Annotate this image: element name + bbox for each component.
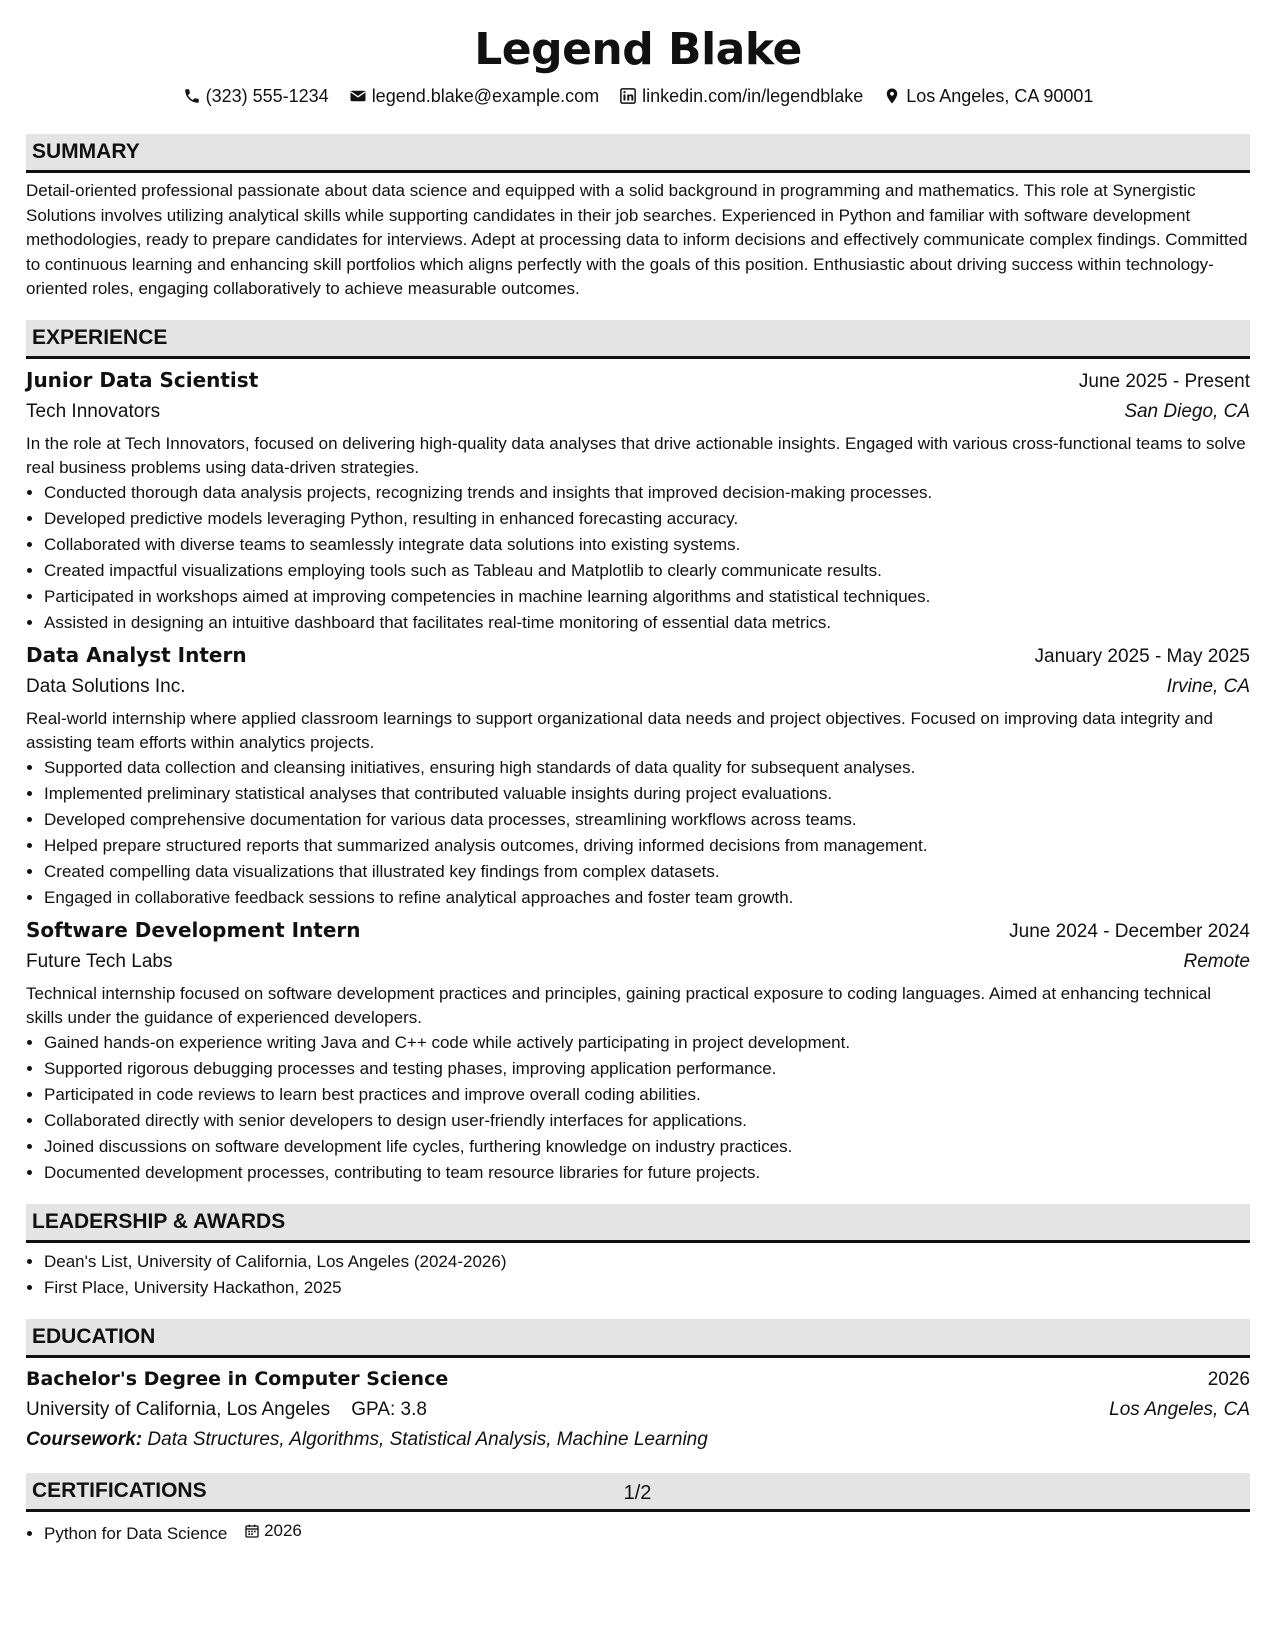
leadership-list — [26, 1249, 1250, 1301]
job-dates: January 2025 - May 2025 — [1034, 645, 1250, 667]
list-item: • Joined discussions on software development life cycles, furthering knowledge on industry practices. — [44, 1134, 1250, 1160]
job-bullets — [26, 1030, 1250, 1186]
job-company: Data Solutions Inc. — [26, 675, 186, 697]
edu-degree: Bachelor's Degree in Computer Science — [26, 1367, 449, 1390]
list-item: • Gained hands-on experience writing Java and C++ code while actively participating in project development. — [44, 1030, 1250, 1056]
list-item: • Dean's List, University of California, Los Angeles (2024-2026) — [44, 1249, 1250, 1275]
job-title: Junior Data Scientist — [26, 367, 259, 392]
list-item — [44, 1518, 1250, 1547]
edu-gpa: GPA: 3.8 — [351, 1398, 427, 1420]
phone-text: (323) 555-1234 — [205, 86, 329, 106]
education-entry — [26, 1364, 1250, 1455]
list-item: • Supported rigorous debugging processes and testing phases, improving application performance. — [44, 1056, 1250, 1082]
edu-location: Los Angeles, CA — [1109, 1398, 1250, 1420]
certifications-header: CERTIFICATIONS — [26, 1473, 1250, 1512]
job-bullets — [26, 480, 1250, 636]
map-pin-icon — [883, 87, 901, 105]
list-item: • Collaborated directly with senior developers to design user-friendly interfaces for applications. — [44, 1108, 1250, 1134]
page-number: 1/2 — [623, 1482, 652, 1504]
list-item: • Collaborated with diverse teams to seamlessly integrate data solutions into existing systems. — [44, 532, 1250, 558]
coursework-label: Coursework: — [26, 1428, 143, 1450]
job-bullets — [26, 755, 1250, 911]
certifications-list — [26, 1518, 1250, 1547]
job-description: In the role at Tech Innovators, focused on delivering high-quality data analyses that drive actionable insights. Engaged with various cross-functional teams to solve real business problems using data-driven strategies. — [26, 433, 1246, 477]
list-item: • Participated in workshops aimed at improving competencies in machine learning algorithms and statistical techniques. — [44, 584, 1250, 610]
list-item: • Assisted in designing an intuitive dashboard that facilitates real-time monitoring of essential data metrics. — [44, 610, 1250, 636]
cert-date — [244, 1518, 302, 1544]
list-item: • Developed predictive models leveraging Python, resulting in enhanced forecasting accuracy. — [44, 506, 1250, 532]
job-description: Technical internship focused on software development practices and principles, gaining practical exposure to coding languages. Aimed at enhancing technical skills under the guidance of experienced developers. — [26, 983, 1212, 1027]
job-entry — [26, 915, 1250, 1186]
list-item: • Developed comprehensive documentation for various data processes, streamlining workflows across teams. — [44, 807, 1250, 833]
summary-header: SUMMARY — [26, 134, 1250, 173]
resume-page — [26, 22, 1250, 1547]
job-title: Software Development Intern — [26, 917, 361, 942]
contact-phone — [183, 84, 329, 108]
list-item: • Supported data collection and cleansing initiatives, ensuring high standards of data quality for subsequent analyses. — [44, 755, 1250, 781]
job-location: San Diego, CA — [1124, 400, 1250, 422]
job-dates: June 2024 - December 2024 — [1009, 920, 1250, 942]
list-item: • Participated in code reviews to learn best practices and improve overall coding abilities. — [44, 1082, 1250, 1108]
summary-text: Detail-oriented professional passionate about data science and equipped with a solid background in programming and mathematics. This role at Synergistic Solutions involves utilizing analytical skills while supporting candidates in their job searches. Experienced in Python and familiar with software development methodologies, ready to prepare candidates for interviews. Adept at processing data to inform decisions and effectively communicate complex findings. Committed to continuous learning and enhancing skill portfolios which aligns perfectly with the goals of this position. Enthusiastic about driving success within technology-oriented roles, engaging collaboratively to achieve measurable outcomes. — [26, 181, 1248, 298]
job-description: Real-world internship where applied classroom learnings to support organizational data needs and project objectives. Focused on improving data integrity and assisting team efforts within analytics projects. — [26, 708, 1213, 752]
job-entry — [26, 640, 1250, 911]
calendar-icon — [244, 1523, 260, 1539]
email-text: legend.blake@example.com — [371, 86, 600, 106]
list-item: • Conducted thorough data analysis projects, recognizing trends and insights that improved decision-making processes. — [44, 480, 1250, 506]
list-item: • Documented development processes, contributing to team resource libraries for future projects. — [44, 1160, 1250, 1186]
envelope-icon — [349, 87, 367, 105]
linkedin-text: linkedin.com/in/legendblake — [642, 86, 864, 106]
education-header: EDUCATION — [26, 1319, 1250, 1358]
edu-school: University of California, Los Angeles — [26, 1398, 331, 1420]
job-dates: June 2025 - Present — [1078, 370, 1250, 392]
contact-email[interactable] — [349, 84, 599, 108]
list-item: • First Place, University Hackathon, 2025 — [44, 1275, 1250, 1301]
list-item: • Created impactful visualizations employing tools such as Tableau and Matplotlib to clearly communicate results. — [44, 558, 1250, 584]
edu-school-line — [26, 1395, 427, 1425]
job-location: Remote — [1183, 950, 1250, 972]
list-item: • Helped prepare structured reports that summarized analysis outcomes, driving informed decisions from management. — [44, 833, 1250, 859]
edu-year: 2026 — [1207, 1368, 1250, 1390]
leadership-header: LEADERSHIP & AWARDS — [26, 1204, 1250, 1243]
job-company: Tech Innovators — [26, 400, 161, 422]
list-item: • Engaged in collaborative feedback sessions to refine analytical approaches and foster team growth. — [44, 885, 1250, 911]
job-entry — [26, 365, 1250, 636]
list-item: • Created compelling data visualizations that illustrated key findings from complex datasets. — [44, 859, 1250, 885]
contact-linkedin[interactable] — [619, 84, 863, 108]
cert-date-text: 2026 — [264, 1520, 302, 1540]
contact-bar — [26, 84, 1250, 108]
linkedin-icon — [619, 87, 637, 105]
coursework-text: Data Structures, Algorithms, Statistical Analysis, Machine Learning — [147, 1428, 708, 1450]
experience-header: EXPERIENCE — [26, 320, 1250, 359]
contact-location — [883, 84, 1093, 108]
candidate-name: Legend Blake — [474, 24, 802, 75]
phone-icon — [183, 87, 201, 105]
cert-name: Python for Data Science — [44, 1523, 228, 1543]
job-company: Future Tech Labs — [26, 950, 173, 972]
list-item: • Implemented preliminary statistical analyses that contributed valuable insights during project evaluations. — [44, 781, 1250, 807]
job-location: Irvine, CA — [1166, 675, 1250, 697]
edu-coursework — [26, 1425, 1250, 1455]
location-text: Los Angeles, CA 90001 — [906, 86, 1094, 106]
job-title: Data Analyst Intern — [26, 642, 247, 667]
